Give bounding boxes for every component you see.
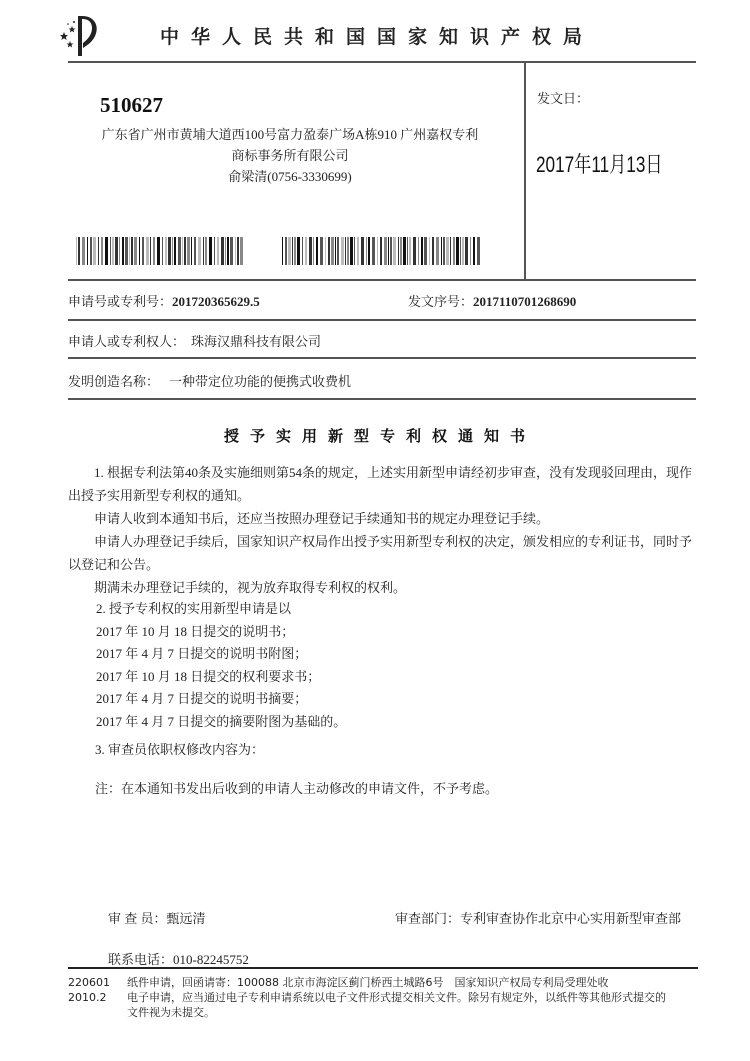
applicant-field [68, 331, 321, 350]
application-number-value: 201720365629.5 [172, 294, 260, 309]
list-item: 2017 年 10 月 18 日提交的权利要求书； [96, 668, 321, 684]
field-divider [68, 357, 696, 359]
notice-section-2 [96, 598, 596, 733]
field-divider [68, 398, 696, 400]
footer-notes [127, 975, 707, 1020]
cnipa-emblem-icon [56, 10, 116, 56]
recipient-address-line1: 广东省广州市黄埔大道西100号富力盈泰广场A栋910 广州嘉权专利 [101, 127, 479, 142]
invention-name-value: 一种带定位功能的便携式收费机 [169, 374, 352, 389]
send-date-label: 发文日： [537, 92, 590, 107]
field-divider [68, 319, 696, 321]
footer-line: 纸件申请，回函请寄：100088 北京市海淀区蓟门桥西土城路6号 国家知识产权局专利局受理处收 [127, 976, 609, 989]
recipient-address-line2: 商标事务所有限公司 [231, 148, 349, 163]
serial-number-label: 发文序号： [408, 294, 474, 309]
examiner-label: 审 查 员： [108, 911, 167, 926]
field-divider [68, 279, 696, 281]
examiner-name: 甄远清 [166, 911, 206, 926]
paragraph: 申请人办理登记手续后，国家知识产权局作出授予实用新型专利权的决定，颁发相应的专利证书，同时予以登记和公告。 [68, 534, 693, 572]
footer-line: 文件视为未提交。 [127, 1006, 215, 1019]
notice-note: 注：在本通知书发出后收到的申请人主动修改的申请文件，不予考虑。 [95, 781, 499, 796]
footer-divider [68, 967, 698, 969]
serial-number-field [408, 291, 576, 310]
notice-title: 授予实用新型专利权通知书 [223, 427, 536, 445]
applicant-label: 申请人或专利权人： [68, 334, 186, 349]
barcode-right [282, 237, 485, 265]
section-2-heading: 2. 授予专利权的实用新型申请是以 [96, 601, 292, 616]
list-item: 2017 年 4 月 7 日提交的说明书摘要； [96, 691, 308, 706]
phone-field [108, 949, 249, 968]
send-date-value: 2017年11月13日 [536, 152, 663, 177]
paragraph: 1. 根据专利法第40条及实施细则第54条的规定，上述实用新型申请经初步审查，没有发现驳回理由，现作出授予实用新型专利权的通知。 [68, 465, 693, 503]
paragraph: 期满未办理登记手续的，视为放弃取得专利权的权利。 [94, 580, 407, 595]
phone-value: 010-82245752 [173, 952, 249, 967]
list-item: 2017 年 4 月 7 日提交的说明书附图； [96, 646, 308, 661]
notice-section-1 [68, 461, 698, 599]
list-item: 2017 年 4 月 7 日提交的摘要附图为基础的。 [96, 713, 347, 729]
postcode: 510627 [100, 93, 163, 117]
applicant-value: 珠海汉鼎科技有限公司 [191, 334, 322, 349]
date-column-divider [524, 61, 526, 280]
notice-section-3: 3. 审查员依职权修改内容为： [95, 742, 265, 757]
serial-number-value: 2017110701268690 [473, 294, 577, 309]
invention-name-field [68, 371, 351, 390]
form-code: 220601 [68, 976, 110, 989]
organization-title: 中华人民共和国国家知识产权局 [160, 26, 595, 48]
department-value: 专利审查协作北京中心实用新型审查部 [460, 911, 682, 926]
invention-name-label: 发明创造名称： [68, 374, 160, 389]
department-field [395, 908, 681, 927]
paragraph: 申请人收到本通知书后，还应当按照办理登记手续通知书的规定办理登记手续。 [94, 511, 550, 526]
phone-label: 联系电话： [108, 952, 174, 967]
header-divider [68, 61, 696, 63]
barcode-left [76, 237, 246, 265]
application-number-label: 申请号或专利号： [68, 294, 173, 309]
list-item: 2017 年 10 月 18 日提交的说明书； [96, 623, 295, 639]
footer-line: 电子申请，应当通过电子专利申请系统以电子文件形式提交相关文件。除另有规定外，以纸件等其他形式提交的 [127, 991, 666, 1004]
application-number-field [68, 291, 260, 310]
recipient-contact: 俞梁清(0756-3330699) [228, 169, 352, 184]
examiner-field [108, 908, 206, 927]
form-version: 2010.2 [68, 991, 107, 1004]
department-label: 审查部门： [395, 911, 461, 926]
